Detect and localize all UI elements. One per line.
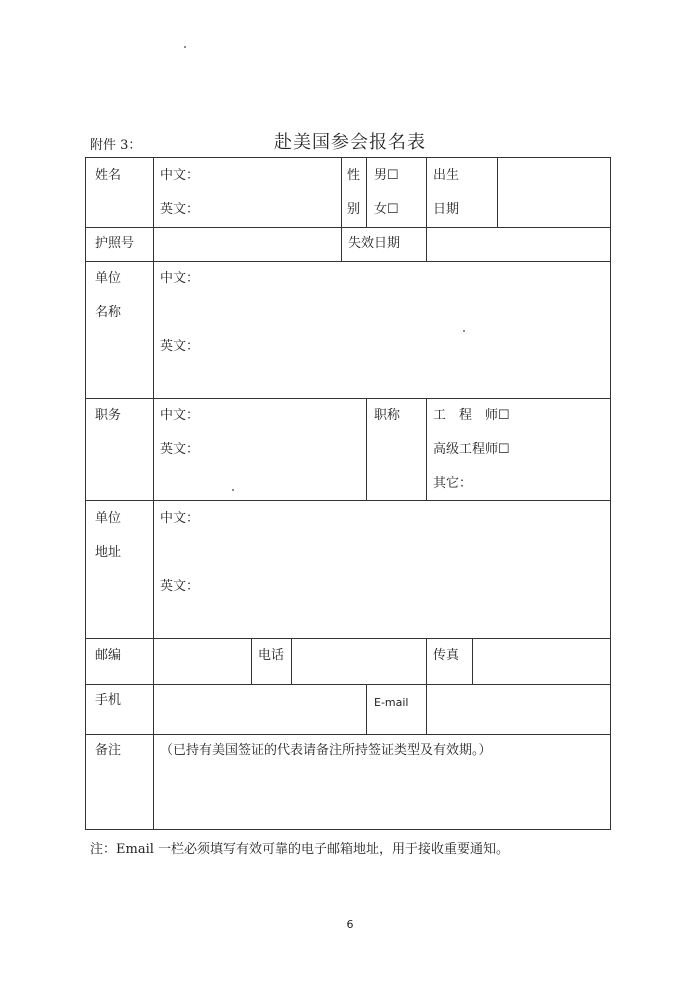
passport-expiry-label: 失效日期 (348, 236, 401, 251)
form-title: 赴美国参会报名表 (274, 132, 426, 153)
row-line (86, 398, 610, 399)
unit-name-label-bottom: 名称 (95, 305, 122, 320)
col-line (251, 638, 252, 684)
position-en-label: 英文： (160, 442, 200, 457)
unit-name-cn-label: 中文： (160, 271, 200, 286)
row-line (86, 500, 610, 501)
page-number: 6 (346, 918, 354, 931)
fax-label: 传真 (433, 648, 460, 663)
col-line (291, 638, 292, 684)
unit-address-label-top: 单位 (95, 511, 122, 526)
col-line (426, 398, 427, 500)
col-line (153, 158, 154, 829)
mobile-label: 手机 (95, 693, 122, 708)
engineer-checkbox[interactable]: 工 程 师☐ (433, 408, 510, 423)
passport-label: 护照号 (95, 236, 135, 251)
unit-address-label-bottom: 地址 (95, 545, 122, 560)
gender-label-bottom: 别 (347, 202, 361, 217)
title-rank-label: 职称 (374, 408, 401, 423)
col-line (426, 227, 427, 261)
gender-male-checkbox[interactable]: 男☐ (374, 168, 399, 183)
col-line (341, 158, 342, 227)
gender-label-top: 性 (347, 168, 361, 183)
col-line (366, 158, 367, 227)
senior-engineer-checkbox[interactable]: 高级工程师☐ (433, 442, 510, 457)
name-label: 姓名 (95, 168, 122, 183)
unit-address-cn-label: 中文： (160, 511, 200, 526)
annex-label: 附件 3： (90, 138, 142, 153)
birth-label-top: 出生 (433, 168, 460, 183)
row-line (86, 261, 610, 262)
unit-name-label-top: 单位 (95, 271, 122, 286)
footnote: 注：Email 一栏必须填写有效可靠的电子邮箱地址，用于接收重要通知。 (90, 842, 510, 857)
scan-speck (184, 46, 186, 48)
position-label: 职务 (95, 408, 122, 423)
col-line (366, 684, 367, 734)
position-cn-label: 中文： (160, 408, 200, 423)
row-line (86, 734, 610, 735)
row-line (86, 638, 610, 639)
col-line (426, 638, 427, 684)
title-rank-other-label: 其它： (433, 476, 473, 491)
remarks-hint: （已持有美国签证的代表请备注所持签证类型及有效期。） (160, 743, 492, 758)
registration-form-table (85, 157, 611, 830)
postcode-label: 邮编 (95, 648, 122, 663)
col-line (366, 398, 367, 500)
col-line (497, 158, 498, 227)
birth-label-bottom: 日期 (433, 202, 460, 217)
col-line (472, 638, 473, 684)
row-line (86, 684, 610, 685)
col-line (341, 227, 342, 261)
name-en-label: 英文： (160, 202, 200, 217)
col-line (426, 158, 427, 227)
row-line (86, 227, 610, 228)
gender-female-checkbox[interactable]: 女☐ (374, 202, 399, 217)
phone-label: 电话 (258, 648, 285, 663)
email-label: E-mail (374, 696, 409, 709)
col-line (426, 684, 427, 734)
remarks-label: 备注 (95, 743, 122, 758)
unit-name-en-label: 英文： (160, 339, 200, 354)
name-cn-label: 中文： (160, 168, 200, 183)
unit-address-en-label: 英文： (160, 579, 200, 594)
